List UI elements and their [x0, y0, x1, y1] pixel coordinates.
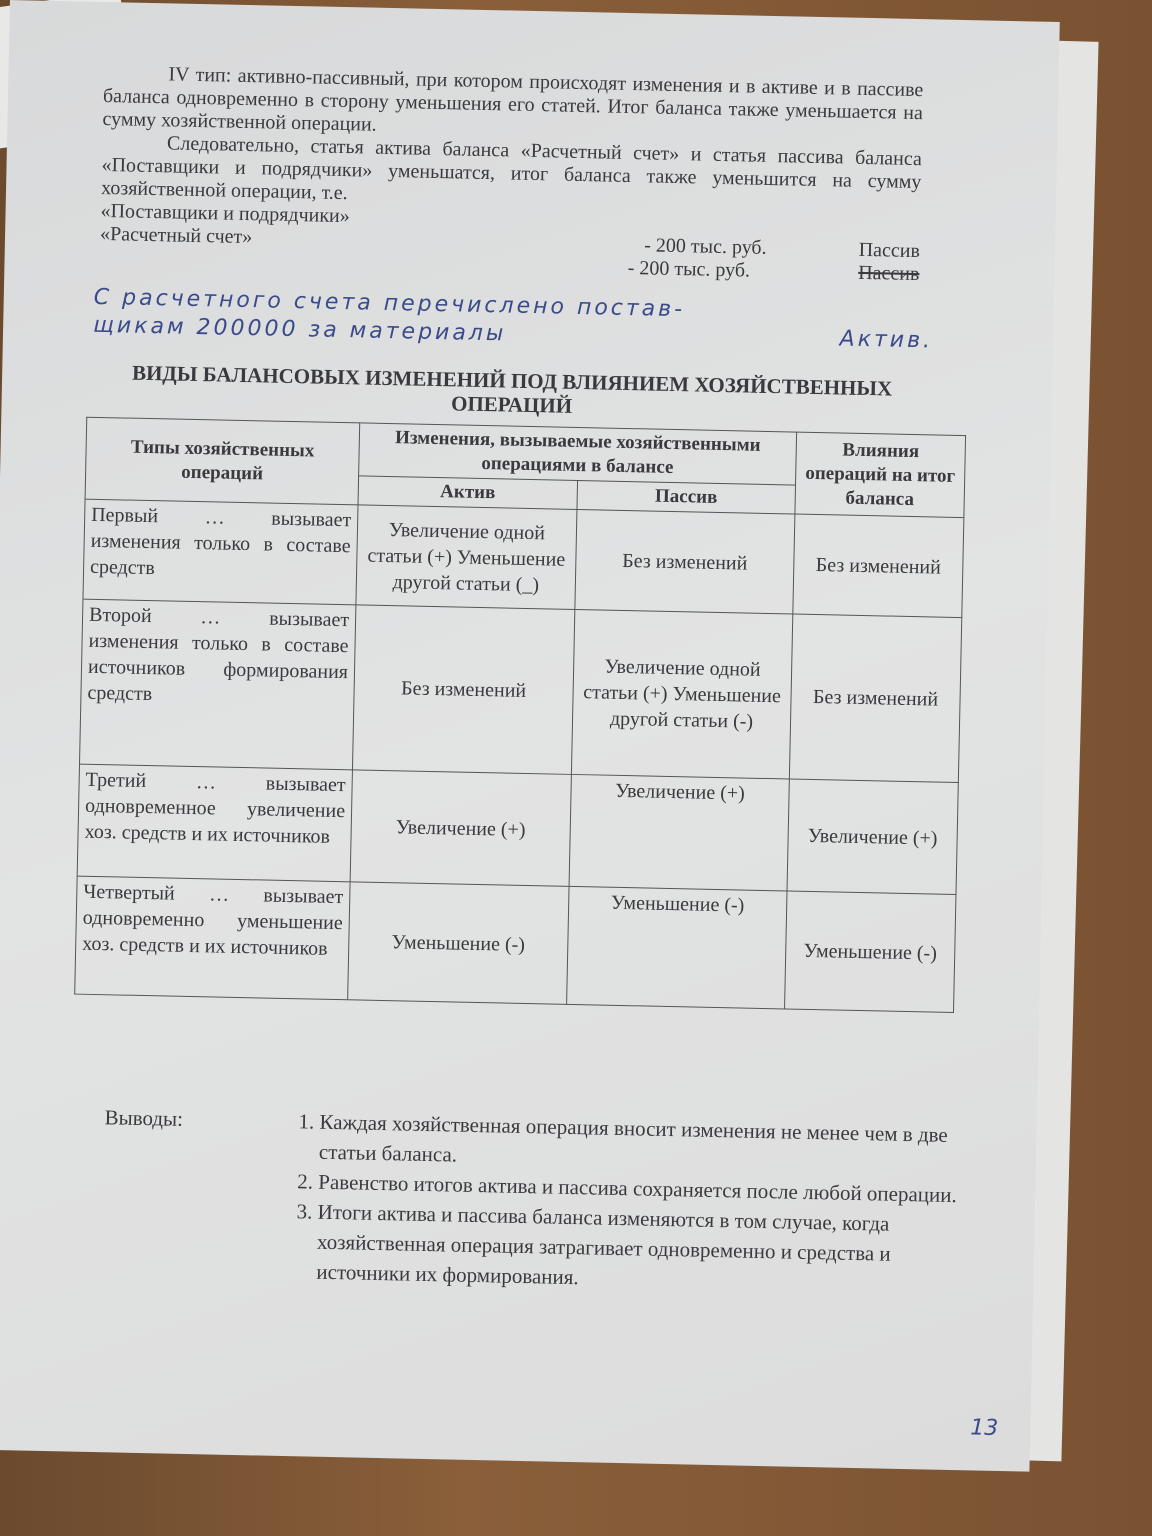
paragraph: Следовательно, статья актива баланса «Расчетный счет» и статья пассива баланса «Поставщики и подрядчики» уменьшатся, итог баланса также уменьшится на сумму хозяйственной операции, т.е. — [100, 132, 923, 205]
header-active: Актив — [358, 476, 577, 510]
body-text — [99, 62, 923, 286]
handwriting-side: Актив. — [839, 326, 934, 354]
cell-type: Второй … вызывает изменения только в составе источников формирования средств — [80, 599, 356, 770]
cell-active: Увеличение (+) — [350, 770, 571, 887]
header-types: Типы хозяйственных операций — [85, 417, 360, 505]
header-passive: Пассив — [577, 480, 796, 514]
header-total: Влияния операций на итог баланса — [795, 432, 966, 518]
cell-passive: Увеличение одной статьи (+) Уменьшение другой статьи (-) — [571, 609, 793, 779]
item-side: Пассив — [858, 238, 921, 263]
table-row — [77, 764, 958, 894]
cell-type: Четвертый … вызывает одновременно уменьшение хоз. средств и их источников — [75, 876, 350, 1000]
conclusions-label: Выводы: — [104, 1105, 184, 1131]
section-title: ВИДЫ БАЛАНСОВЫХ ИЗМЕНЕНИЙ ПОД ВЛИЯНИЕМ ХОЗЯЙСТВЕННЫХ ОПЕРАЦИЙ — [131, 360, 893, 418]
cell-type: Третий … вызывает одновременное увеличение хоз. средств и их источников — [77, 764, 352, 882]
cell-total: Увеличение (+) — [787, 779, 958, 895]
table-row — [75, 876, 956, 1012]
balance-changes-table — [74, 417, 966, 1013]
cell-passive: Увеличение (+) — [569, 774, 789, 891]
table-row — [80, 599, 962, 782]
conclusion-item: 2. Равенство итогов актива и пассива сохраняется после любой операции. — [318, 1167, 983, 1211]
page-number: 13 — [970, 1415, 999, 1442]
cell-total: Без изменений — [789, 614, 961, 783]
header-changes: Изменения, вызываемые хозяйственными операциями в балансе — [359, 423, 797, 485]
conclusions — [101, 1102, 985, 1300]
cell-total: Уменьшение (-) — [785, 891, 956, 1013]
cell-total: Без изменений — [793, 514, 964, 618]
conclusion-item: 3. Итоги актива и пассива баланса изменяются в том случае, когда хозяйственная операция затрагивает одновременно и средства и источники их формирования. — [316, 1197, 983, 1301]
cell-passive: Без изменений — [575, 509, 795, 614]
cell-active: Без изменений — [352, 605, 574, 775]
cell-active: Уменьшение (-) — [348, 882, 569, 1005]
cell-passive: Уменьшение (-) — [566, 886, 787, 1009]
item-side: Пассив — [857, 261, 920, 286]
paragraph: IV тип: активно-пассивный, при котором происходят изменения и в активе и в пассиве баланса одновременно в сторону уменьшения его статей. Итог баланса также уменьшается на сумму хозяйственной операции. — [102, 63, 924, 136]
item-amount: - 200 тыс. руб. — [627, 256, 751, 282]
handwriting-line: С расчетного счета перечислено постав- — [93, 284, 686, 323]
item-name: «Расчетный счет» — [99, 222, 253, 249]
item-amount: - 200 тыс. руб. — [644, 234, 767, 259]
handwriting-line: щикам 200000 за материалы — [92, 312, 507, 347]
conclusion-item: 1. Каждая хозяйственная операция вносит изменения не менее чем в две статьи баланса. — [319, 1107, 985, 1181]
handwritten-note — [93, 284, 934, 358]
line-item: «Поставщики и подрядчики» — [100, 199, 350, 228]
table-row — [83, 499, 964, 617]
cell-type: Первый … вызывает изменения только в составе средств — [83, 499, 358, 605]
cell-active: Увеличение одной статьи (+) Уменьшение другой статьи (_) — [356, 505, 577, 610]
